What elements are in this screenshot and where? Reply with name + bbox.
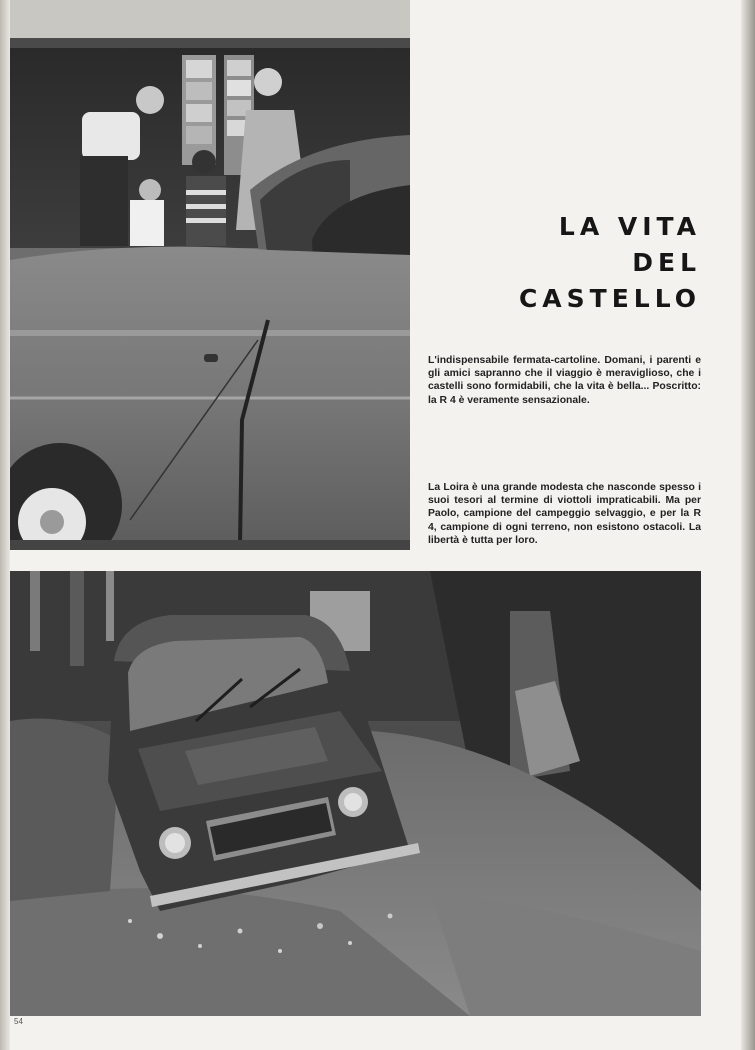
article-title [401, 209, 701, 317]
photo-postcard-stop-image [10, 0, 410, 550]
photo-postcard-stop [10, 0, 410, 550]
photo-mud-track-image [10, 571, 701, 1016]
title-line-1: LA VITA [558, 212, 701, 241]
page-number: 54 [14, 1017, 23, 1026]
page-gutter-shadow [0, 0, 10, 1050]
caption-loire-offroad: La Loira è una grande modesta che nasconde spesso i suoi tesori al termine di viottoli impraticabili. Ma per Paolo, campione del campeggio selvaggio, e per la R 4, campione di ogni terreno, non esistono ostacoli. La libertà è tutta per loro. [428, 482, 701, 546]
title-line-3: CASTELLO [518, 284, 701, 313]
photo-mud-track [10, 571, 701, 1016]
title-line-2: DEL [632, 248, 701, 277]
page-edge-shadow [741, 0, 755, 1050]
caption-postcard-stop: L'indispensabile fermata-cartoline. Domani, i parenti e gli amici sapranno che il viaggio è meraviglioso, che i castelli sono formidabili, che la vita è bella... Poscritto: la R 4 è veramente sensazionale. [428, 355, 701, 406]
